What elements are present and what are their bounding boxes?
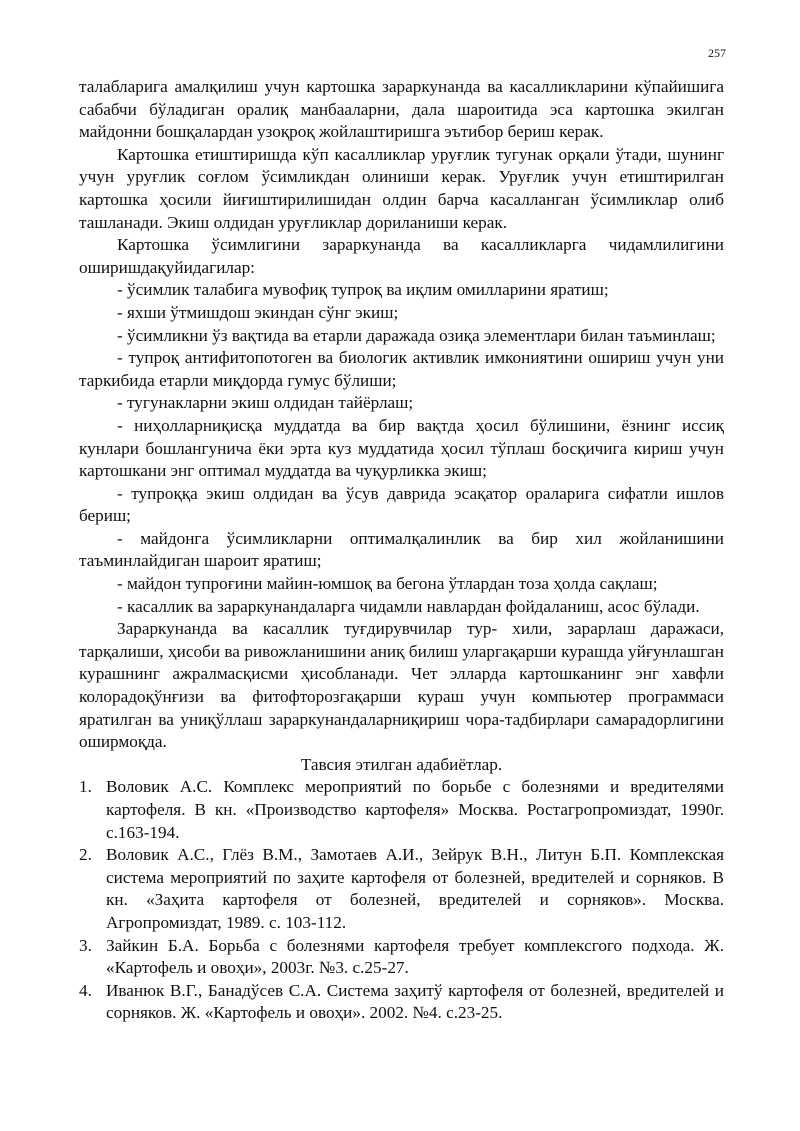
reference-number: 2.	[79, 845, 92, 865]
reference-number: 4.	[79, 980, 92, 1000]
list-item: - майдон тупроғини майин-юмшоқ ва бегона ўтлардан тоза ҳолда сақлаш;	[117, 574, 658, 594]
paragraph: талабларига амалқилиш учун картошка зараркунанда ва касалликларини кўпайишига сабабчи бўладиган оралиқ манбааларни, дала шароитида эса картошка экилган майдонни бошқалардан узоқроқ жойлаштиришга эътибор бериш керак.	[79, 77, 724, 142]
list-item: - ўсимликни ўз вақтида ва етарли даражада озиқа элементлари билан таъминлаш;	[117, 325, 716, 345]
reference-item	[79, 980, 724, 1025]
list-item: - ўсимлик талабига мувофиқ тупроқ ва иқлим омилларини яратиш;	[117, 280, 609, 300]
reference-item	[79, 935, 724, 980]
reference-number: 3.	[79, 935, 92, 955]
paragraph: Картошка етиштиришда кўп касалликлар уруғлик тугунак орқали ўтади, шунинг учун уруғлик соғлом ўсимликдан олиниши керак. Уруғлик учун етиштирилган картошка ҳосили йиғиштирилишидан олдин барча касалланган ўсимликлар олиб ташланади. Экиш олдидан уруғликлар дориланиши керак.	[79, 144, 724, 232]
reference-number: 1.	[79, 777, 92, 797]
reference-text: Воловик А.С. Комплекс мероприятий по борьбе с болезнями и вредителями картофеля. В кн. «Производство картофеля» Москва. Ростагропромиздат, 1990г. с.163-194.	[106, 777, 724, 842]
page-body	[79, 76, 724, 1025]
reference-item	[79, 844, 724, 934]
list-item: - ниҳолларниқисқа муддатда ва бир вақтда ҳосил бўлишини, ёзнинг иссиқ кунлари бошлангунича ёки эрта куз муддатида ҳосил тўплаш босқичига кириш учун картошкани энг оптимал муддатда ва чуқурликка экиш;	[79, 415, 724, 481]
references-list	[79, 776, 724, 1025]
list-item: - тупроққа экиш олдидан ва ўсув даврида эсақатор ораларига сифатли ишлов бериш;	[79, 483, 724, 526]
list-item: - касаллик ва зараркунандаларга чидамли навлардан фойдаланиш, асос бўлади.	[117, 596, 700, 616]
list-item: - яхши ўтмишдош экиндан сўнг экиш;	[117, 302, 399, 322]
page-number: 257	[708, 46, 726, 60]
reference-item	[79, 776, 724, 844]
reference-text: Воловик А.С., Глёз В.М., Замотаев А.И., Зейрук В.Н., Литун Б.П. Комплекская система мероприятий по заҳите картофеля от болезней, вредителей и сорняков. В кн. «Заҳита картофеля от болезней, вредителей и сорняков». Москва. Агропромиздат, 1989. с. 103-112.	[106, 845, 724, 932]
list-item: - майдонга ўсимликларни оптималқалинлик ва бир хил жойланишини таъминлайдиган шароит яратиш;	[79, 528, 724, 571]
references-heading: Тавсия этилган адабиётлар.	[300, 754, 503, 774]
list-item: - тупроқ антифитопотоген ва биологик активлик имкониятини ошириш учун уни таркибида етарли миқдорда гумус бўлиши;	[79, 348, 724, 390]
reference-text: Зайкин Б.А. Борьба с болезнями картофеля требует комплексгого подхода. Ж. «Картофель и овоҳи», 2003г. №3. с.25-27.	[106, 935, 724, 978]
paragraph: Картошка ўсимлигини зараркунанда ва касалликларга чидамлилигини оширишдақуйидагилар:	[79, 235, 724, 277]
reference-text: Иванюк В.Г., Банадўсев С.А. Система заҳитў картофеля от болезней, вредителей и сорняков. Ж. «Картофель и овоҳи». 2002. №4. с.23-25.	[106, 980, 724, 1023]
paragraph: Зараркунанда ва касаллик туғдирувчилар тур- хили, зарарлаш даражаси, тарқалиши, ҳисоби ва ривожланишини аниқ билиш уларгақарши курашда уйғунлашган курашнинг ажралмасқисми ҳисобланади. Чет элларда картошканинг энг хавфли колорадоқўнғизи ва фитофторозгақарши кураш учун компьютер программаси яратилган ва униқўллаш зараркунандаларниқириш чора-тадбирлари самарадорлигини оширмоқда.	[79, 619, 724, 752]
list-item: - тугунакларни экиш олдидан тайёрлаш;	[117, 393, 414, 413]
